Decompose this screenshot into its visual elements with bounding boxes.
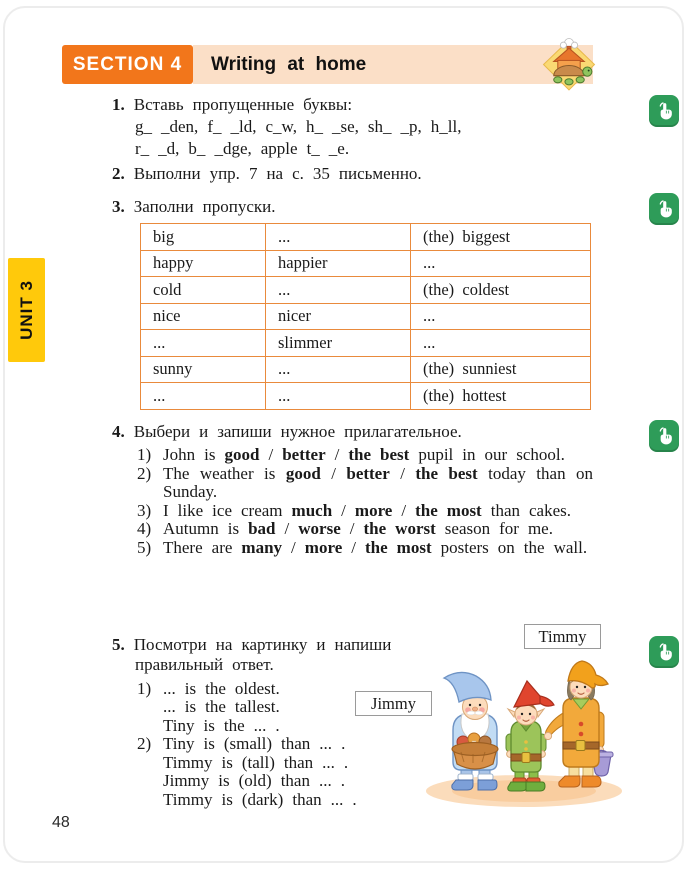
sentence-text: I like ice cream	[163, 500, 292, 520]
table-cell: (the) sunniest	[411, 356, 591, 383]
table-cell: (the) biggest	[411, 224, 591, 251]
writing-task-button-4[interactable]	[649, 636, 679, 668]
gnome-timmy	[544, 661, 613, 787]
table-row	[141, 277, 591, 304]
sentence-text: Autumn is	[163, 519, 249, 538]
writing-task-button-3[interactable]	[649, 420, 679, 452]
table-cell: ...	[411, 330, 591, 357]
task-number: 3.	[112, 197, 125, 216]
item-sentence	[163, 501, 571, 520]
hand-tap-icon	[654, 198, 674, 220]
item-number: 5)	[137, 537, 152, 557]
table-row	[141, 224, 591, 251]
unit-tab[interactable]	[8, 258, 45, 362]
task-1	[112, 94, 593, 160]
sentence-text: The weather is	[163, 463, 286, 483]
table-cell: ...	[266, 356, 411, 383]
text-line: Timmy is (tall) than ... .	[163, 752, 349, 772]
table-row	[141, 330, 591, 357]
table-cell: ...	[411, 250, 591, 277]
table-cell: cold	[141, 277, 266, 304]
choice-option: the most	[415, 500, 482, 520]
sentence-text: /	[389, 463, 416, 483]
sentence-text: /	[342, 537, 365, 557]
task-3-title: 3. Заполни пропуски.	[112, 197, 276, 216]
timmy-label: Timmy	[524, 624, 601, 649]
table-cell: happy	[141, 250, 266, 277]
choice-option: the most	[365, 537, 432, 557]
sentence-text: John is	[163, 445, 225, 464]
text-line: Timmy is (dark) than ... .	[163, 789, 357, 809]
text-line: Tiny is the ... .	[163, 715, 280, 735]
item-number: 3)	[137, 500, 152, 520]
text-line: Jimmy is (old) than ... .	[163, 771, 345, 790]
three-gnomes-picture	[423, 650, 629, 818]
table-row	[141, 383, 591, 410]
item-sentence	[163, 538, 587, 557]
page-number: 48	[52, 814, 70, 831]
hand-tap-icon	[654, 641, 674, 663]
item-sentence	[163, 445, 565, 464]
choice-option: worse	[298, 519, 341, 538]
turtle-with-house-icon	[541, 37, 597, 98]
text-line: ... is the tallest.	[163, 697, 280, 716]
table-cell: ...	[266, 224, 411, 251]
gnome-jimmy	[444, 672, 498, 790]
exercise-item	[112, 446, 593, 465]
task-5	[112, 626, 593, 836]
sentence-text: /	[320, 463, 347, 483]
sentence-text: /	[282, 537, 305, 557]
exercise-item	[112, 520, 593, 539]
task-1-title: 1. Вставь пропущенные буквы:	[112, 95, 353, 114]
jimmy-label: Jimmy	[355, 691, 432, 716]
text-line: Tiny is (small) than ... .	[163, 734, 346, 753]
table-cell: nice	[141, 303, 266, 330]
table-cell: ...	[411, 303, 591, 330]
table-cell: ...	[141, 383, 266, 410]
task-number: 4.	[112, 422, 125, 441]
section-badge	[62, 45, 193, 84]
writing-task-button-2[interactable]	[649, 193, 679, 225]
sentence-text: /	[332, 500, 355, 520]
table-cell: ...	[266, 383, 411, 410]
sentence-text: /	[325, 445, 349, 464]
item-number: 2)	[137, 734, 152, 753]
task-number: 2.	[112, 164, 125, 183]
table-cell: sunny	[141, 356, 266, 383]
sentence-text: today than on Sunday.	[163, 463, 593, 501]
writing-task-button-1[interactable]	[649, 95, 679, 127]
table-cell: ...	[266, 277, 411, 304]
item-number: 2)	[137, 463, 152, 483]
choice-option: the best	[415, 463, 478, 483]
item-number: 1)	[137, 678, 152, 698]
choice-option: better	[282, 445, 326, 464]
table-row	[141, 356, 591, 383]
exercise-item	[112, 465, 593, 502]
table-cell: (the) hottest	[411, 383, 591, 410]
table-row	[141, 250, 591, 277]
task-2	[112, 163, 593, 185]
task-4-title: 4. Выбери и запиши нужное прилагательное.	[112, 422, 462, 441]
sentence-text: /	[392, 500, 416, 520]
table-cell: (the) coldest	[411, 277, 591, 304]
choice-option: many	[241, 537, 283, 557]
table-row	[141, 303, 591, 330]
choice-option: better	[346, 463, 390, 483]
comparison-table	[140, 223, 591, 410]
item-number: 4)	[137, 519, 152, 538]
section-title: Writing at home	[211, 53, 367, 75]
sentence-text: posters on the wall.	[431, 537, 588, 557]
task-number: 1.	[112, 95, 125, 114]
item-sentence	[163, 464, 593, 502]
hand-tap-icon	[654, 100, 674, 122]
task-1-words	[112, 116, 593, 160]
choice-option: bad	[248, 519, 276, 538]
sentence-text: than cakes.	[481, 500, 572, 520]
table-cell: happier	[266, 250, 411, 277]
choice-option: good	[285, 463, 321, 483]
table-cell: ...	[141, 330, 266, 357]
table-cell: slimmer	[266, 330, 411, 357]
sentence-text: /	[340, 519, 364, 538]
choice-option: the best	[348, 445, 410, 464]
exercise-item	[112, 502, 593, 521]
text-line: r_ _d, b_ _dge, apple t_ _e.	[135, 139, 350, 158]
text-line: g_ _den, f_ _ld, c_w, h_ _se, sh_ _p, h_ll,	[135, 117, 462, 136]
task-3	[112, 196, 593, 218]
text-line: ... is the oldest.	[163, 678, 280, 698]
unit-tab-label: UNIT 3	[16, 280, 36, 340]
section-label: SECTION 4	[72, 53, 183, 75]
task-2-title: 2. Выполни упр. 7 на с. 35 письменно.	[112, 164, 422, 183]
sentence-text: pupil in our school.	[409, 445, 565, 464]
sentence-text: /	[259, 445, 283, 464]
choice-option: the worst	[363, 519, 436, 538]
item-number: 1)	[137, 445, 152, 464]
sentence-text: /	[275, 519, 299, 538]
sentence-text: There are	[163, 537, 242, 557]
choice-option: much	[291, 500, 333, 520]
task-4	[112, 421, 593, 557]
task-number: 5.	[112, 635, 125, 654]
choice-option: more	[304, 537, 343, 557]
task-5-title: 5. Посмотри на картинку и напиши	[112, 635, 392, 654]
hand-tap-icon	[654, 425, 674, 447]
item-sentence	[163, 519, 553, 538]
sentence-text: season for me.	[435, 519, 553, 538]
task-5-title-2: правильный ответ.	[135, 654, 274, 674]
choice-option: good	[224, 445, 260, 464]
exercise-item	[112, 539, 593, 558]
choice-option: more	[354, 500, 393, 520]
table-cell: nicer	[266, 303, 411, 330]
table-cell: big	[141, 224, 266, 251]
